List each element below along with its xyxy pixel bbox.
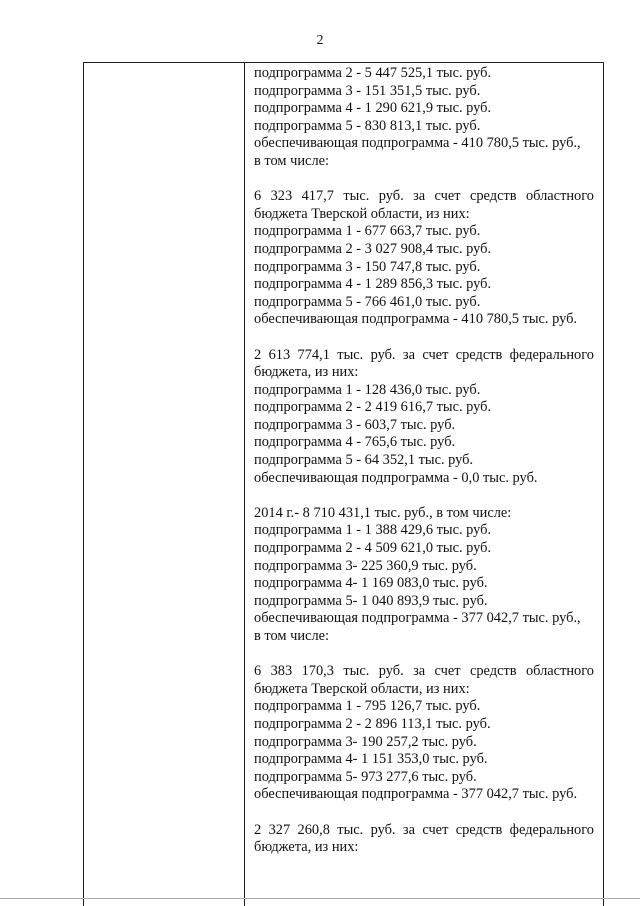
text-line: подпрограмма 4 - 765,6 тыс. руб. [254, 434, 456, 451]
text-line: подпрограмма 5- 1 040 893,9 тыс. руб. [254, 592, 488, 609]
paragraph-heading: 6 383 170,3 тыс. руб. за счет средств областного [254, 663, 594, 680]
text-line: подпрограмма 4 - 1 289 856,3 тыс. руб. [254, 276, 492, 293]
text-line: подпрограмма 1 - 1 388 429,6 тыс. руб. [254, 522, 492, 539]
text-line: подпрограмма 5- 973 277,6 тыс. руб. [254, 768, 477, 785]
paragraph-heading: бюджета, из них: [254, 364, 359, 381]
text-line: подпрограмма 3 - 603,7 тыс. руб. [254, 416, 456, 433]
text-line: в том числе: [254, 152, 330, 169]
text-line: подпрограмма 3 - 150 747,8 тыс. руб. [254, 258, 481, 275]
text-line: подпрограмма 2 - 2 896 113,1 тыс. руб. [254, 715, 491, 732]
text-line: подпрограмма 2 - 4 509 621,0 тыс. руб. [254, 540, 492, 557]
block-regional-budget [254, 188, 594, 329]
block-2014-regional-budget [254, 663, 594, 804]
text-line: подпрограмма 4 - 1 290 621,9 тыс. руб. [254, 100, 492, 117]
text-line: обеспечивающая подпрограмма - 377 042,7 тыс. руб. [254, 786, 578, 803]
text-line: обеспечивающая подпрограмма - 377 042,7 тыс. руб., [254, 610, 581, 627]
block-subprograms-total [254, 65, 594, 171]
paragraph-heading: бюджета Тверской области, из них: [254, 205, 470, 222]
funding-text-cell [254, 65, 594, 857]
table-right-border [603, 63, 604, 906]
text-line: подпрограмма 3- 190 257,2 тыс. руб. [254, 733, 477, 750]
text-line: подпрограмма 1 - 677 663,7 тыс. руб. [254, 223, 481, 240]
page-number: 2 [316, 33, 324, 48]
paragraph-heading: бюджета, из них: [254, 839, 359, 856]
text-line: в том числе: [254, 628, 330, 644]
text-line: обеспечивающая подпрограмма - 0,0 тыс. руб. [254, 469, 538, 486]
text-line: подпрограмма 5 - 766 461,0 тыс. руб. [254, 293, 481, 310]
paragraph-heading: 6 323 417,7 тыс. руб. за счет средств областного [254, 188, 594, 205]
text-line: подпрограмма 1 - 128 436,0 тыс. руб. [254, 381, 481, 398]
text-line: обеспечивающая подпрограмма - 410 780,5 тыс. руб. [254, 311, 578, 328]
block-2014-federal-budget [254, 822, 594, 857]
text-line: подпрограмма 3- 225 360,9 тыс. руб. [254, 557, 477, 574]
text-line: подпрограмма 5 - 64 352,1 тыс. руб. [254, 452, 474, 469]
paragraph-heading: 2 327 260,8 тыс. руб. за счет средств федерального [254, 821, 594, 838]
block-federal-budget [254, 347, 594, 488]
text-line: подпрограмма 4- 1 169 083,0 тыс. руб. [254, 575, 488, 592]
funding-table [83, 62, 604, 906]
text-line: подпрограмма 5 - 830 813,1 тыс. руб. [254, 117, 481, 134]
block-2014-total [254, 505, 594, 646]
paragraph-heading: бюджета Тверской области, из них: [254, 680, 470, 697]
text-line: подпрограмма 2 - 2 419 616,7 тыс. руб. [254, 399, 492, 416]
text-line: подпрограмма 4- 1 151 353,0 тыс. руб. [254, 751, 488, 768]
paragraph-heading: 2014 г.- 8 710 431,1 тыс. руб., в том числе: [254, 504, 512, 521]
paragraph-heading: 2 613 774,1 тыс. руб. за счет средств федерального [254, 346, 594, 363]
text-line: подпрограмма 3 - 151 351,5 тыс. руб. [254, 82, 481, 99]
text-line: обеспечивающая подпрограмма - 410 780,5 тыс. руб., [254, 135, 581, 152]
text-line: подпрограмма 2 - 5 447 525,1 тыс. руб. [254, 65, 492, 81]
text-line: подпрограмма 1 - 795 126,7 тыс. руб. [254, 698, 481, 715]
text-line: подпрограмма 2 - 3 027 908,4 тыс. руб. [254, 240, 492, 257]
column-divider [244, 63, 245, 906]
page-bottom-rule [0, 898, 640, 899]
